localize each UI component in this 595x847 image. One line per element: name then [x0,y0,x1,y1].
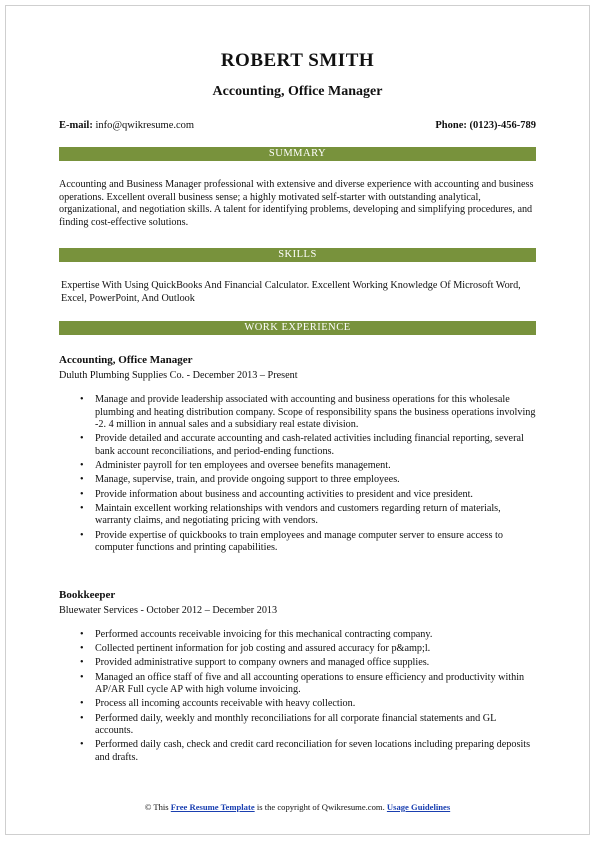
job-title: Bookkeeper [59,589,116,601]
candidate-title: Accounting, Office Manager [212,84,383,99]
email-block [59,120,194,131]
phone-label: Phone: [435,120,467,131]
phone-value: (0123)-456-789 [469,120,536,131]
list-item: • Manage and provide leadership associated with accounting and business operations for this wholesale plumbing and heating distribution company. Scope of responsibility spans the business operations involving -2. 4 million in annual sales and a subsidiary real estate division. [95,394,536,432]
job-responsibilities-list [59,629,536,766]
footer-prefix: © This [144,802,169,812]
free-resume-template-link[interactable]: Free Resume Template [170,802,255,812]
list-item: • Performed daily cash, check and credit card reconciliation for seven locations including preparing deposits and drafts. [95,739,536,764]
email-value[interactable]: info@qwikresume.com [95,120,195,131]
list-item: • Process all incoming accounts receivable with heavy collection. [95,698,536,711]
list-item: • Maintain excellent working relationships with vendors and customers regarding return of materials, warranty claims, and negotiating pricing with vendors. [95,503,536,528]
list-item: • Collected pertinent information for job costing and assured accuracy for p&amp;l. [95,643,536,656]
list-item: • Performed accounts receivable invoicing for this mechanical contracting company. [95,629,536,642]
list-item: • Provide expertise of quickbooks to train employees and manage computer server to ensure access to computer functions and printing capabilities. [95,530,536,555]
list-item: • Provide information about business and accounting activities to president and vice president. [95,489,536,502]
summary-heading: SUMMARY [59,147,536,161]
list-item: • Provided administrative support to company owners and managed office supplies. [95,657,536,670]
job-company-dates: Duluth Plumbing Supplies Co. - December 2013 – Present [59,370,298,381]
job-company-dates: Bluewater Services - October 2012 – December 2013 [59,605,278,616]
resume-page [5,5,590,835]
skills-heading: SKILLS [59,248,536,262]
list-item: • Managed an office staff of five and all accounting operations to ensure efficiency and productivity within AP/AR Full cycle AP with high volume invoicing. [95,672,536,697]
phone-block [435,120,536,131]
email-label: E-mail: [59,120,93,131]
summary-text: Accounting and Business Manager professional with extensive and diverse experience with accounting and business operations. Excellent overall business sense; a highly motivated self-starter with outstanding analytical, organizational, and negotiation skills. A talent for identifying problems, developing and simplifying procedures, and finding cost-effective solutions. [59,179,534,228]
job-title: Accounting, Office Manager [59,354,193,366]
list-item: • Administer payroll for ten employees and oversee benefits management. [95,460,536,473]
work-experience-heading: WORK EXPERIENCE [59,321,536,335]
candidate-name: ROBERT SMITH [220,50,375,71]
skills-text: Expertise With Using QuickBooks And Financial Calculator. Excellent Working Knowledge Of Microsoft Word, Excel, PowerPoint, And Outlook [61,280,521,304]
copyright-footer [59,802,536,812]
list-item: • Performed daily, weekly and monthly reconciliations for all corporate financial statements and GL accounts. [95,713,536,738]
list-item: • Provide detailed and accurate accounting and cash-related activities including financial reporting, several bank account reconciliations, and period-ending functions. [95,433,536,458]
list-item: • Manage, supervise, train, and provide ongoing support to three employees. [95,474,536,487]
job-responsibilities-list [59,394,536,556]
footer-middle: is the copyright of Qwikresume.com. [256,802,385,812]
usage-guidelines-link[interactable]: Usage Guidelines [386,802,451,812]
